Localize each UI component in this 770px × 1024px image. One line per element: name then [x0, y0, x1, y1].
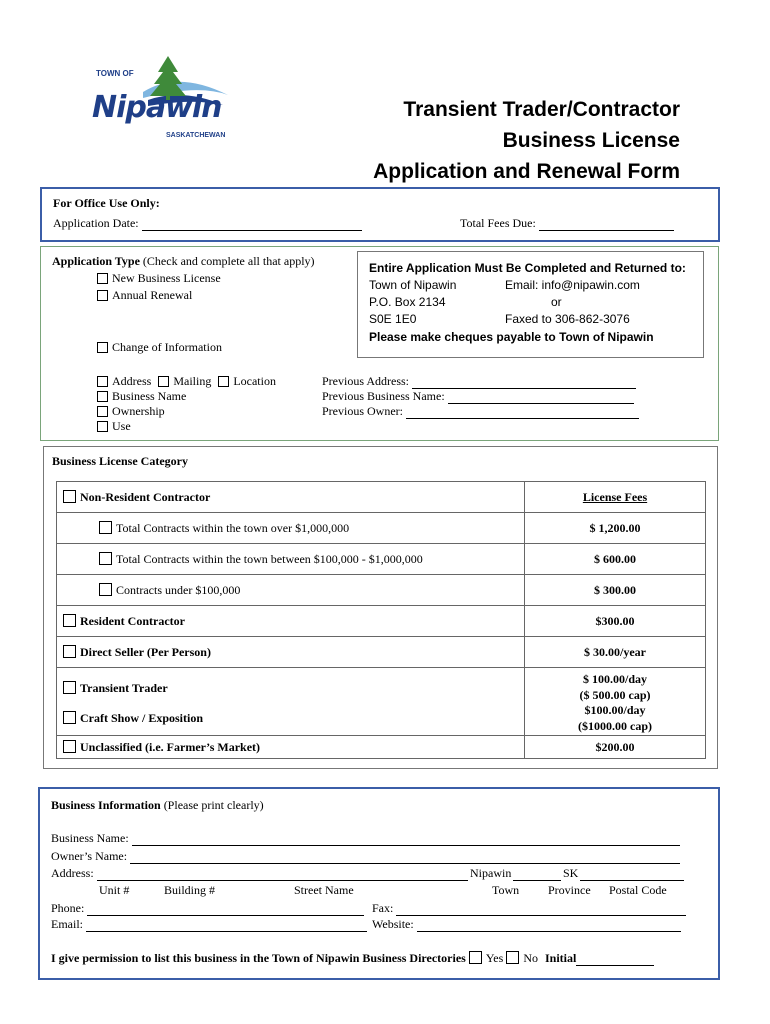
category-label: Total Contracts within the town over $1,000,000: [116, 520, 350, 535]
title-line-1: Transient Trader/Contractor: [403, 98, 680, 121]
street-caption: Street Name: [294, 883, 354, 897]
category-cell: [57, 544, 525, 575]
business-name-checkbox[interactable]: [97, 391, 108, 402]
return-postal: S0E 1E0: [369, 312, 417, 326]
business-info-heading: [51, 798, 264, 813]
application-date-label: Application Date:: [53, 216, 139, 230]
previous-address-label: Previous Address:: [322, 374, 409, 388]
town-logo: [88, 50, 238, 145]
category-cell: [57, 606, 525, 637]
fee-line: ($1000.00 cap): [578, 718, 652, 733]
return-heading: Entire Application Must Be Completed and Returned to:: [369, 261, 686, 275]
office-use-heading: For Office Use Only:: [53, 196, 160, 210]
email-field: [51, 917, 367, 932]
option-change-info[interactable]: [97, 340, 222, 355]
category-cell: [57, 482, 525, 513]
fee-cell: $ 1,200.00: [525, 513, 706, 544]
application-type-heading: [52, 254, 315, 269]
fees-header: License Fees: [582, 489, 648, 504]
use-label: Use: [112, 419, 131, 433]
owner-name-input[interactable]: [130, 851, 680, 864]
owner-name-field: [51, 849, 680, 864]
fee-cell: $200.00: [525, 736, 706, 759]
table-row: [57, 575, 706, 606]
category-label: Direct Seller (Per Person): [80, 644, 211, 659]
under-100k-checkbox[interactable]: [99, 583, 112, 596]
business-name-field: [51, 831, 680, 846]
previous-owner-label: Previous Owner:: [322, 404, 403, 418]
total-fees-input[interactable]: [539, 218, 674, 231]
return-email: Email: info@nipawin.com: [505, 278, 640, 292]
application-type-label: Application Type: [52, 254, 140, 268]
location-label: Location: [233, 374, 276, 388]
category-cell: [57, 575, 525, 606]
province-value: SK: [563, 866, 579, 880]
fee-cell: [525, 668, 706, 736]
option-new-license[interactable]: [97, 271, 221, 286]
category-cell: [57, 513, 525, 544]
email-input[interactable]: [86, 919, 367, 932]
fee-cell: $ 30.00/year: [525, 637, 706, 668]
business-name-field-label: Business Name:: [51, 831, 129, 845]
logo-province: SASKATCHEWAN: [166, 132, 226, 139]
form-title: [280, 94, 680, 187]
yes-checkbox[interactable]: [469, 951, 482, 964]
no-label: No: [523, 951, 538, 965]
business-info-note: (Please print clearly): [160, 798, 264, 812]
fax-field: [372, 901, 686, 916]
category-cell: [57, 736, 525, 759]
fee-cell: $ 600.00: [525, 544, 706, 575]
return-instructions-box: [357, 251, 704, 358]
craft-checkbox[interactable]: [63, 711, 76, 724]
category-label: Total Contracts within the town between $100,000 - $1,000,000: [116, 551, 423, 566]
location-checkbox[interactable]: [218, 376, 229, 387]
fee-cell: $300.00: [525, 606, 706, 637]
application-date-field: [53, 216, 362, 231]
fee-line: ($ 500.00 cap): [579, 687, 651, 702]
category-label: Resident Contractor: [80, 613, 185, 628]
previous-address-input[interactable]: [412, 376, 636, 389]
building-caption: Building #: [164, 883, 216, 897]
new-license-label: New Business License: [112, 271, 221, 285]
return-town: Town of Nipawin: [369, 278, 457, 292]
return-cheques: Please make cheques payable to Town of Nipawin: [369, 330, 654, 344]
direct-seller-checkbox[interactable]: [63, 645, 76, 658]
previous-business-field: [322, 389, 634, 404]
ownership-label: Ownership: [112, 404, 165, 418]
change-address-row: [97, 374, 276, 389]
mailing-label: Mailing: [173, 374, 212, 388]
business-name-input[interactable]: [132, 833, 680, 846]
title-line-3: Application and Renewal Form: [373, 160, 680, 183]
non-resident-checkbox[interactable]: [63, 490, 76, 503]
return-pobox: P.O. Box 2134: [369, 295, 446, 309]
fee-line: $ 100.00/day: [582, 672, 647, 686]
resident-checkbox[interactable]: [63, 614, 76, 627]
previous-business-input[interactable]: [448, 391, 634, 404]
table-row: [57, 637, 706, 668]
title-line-2: Business License: [502, 129, 680, 152]
option-annual-renewal[interactable]: [97, 288, 192, 303]
application-type-note: (Check and complete all that apply): [139, 254, 315, 268]
address-field-label: Address:: [51, 866, 94, 880]
category-label: Non-Resident Contractor: [80, 489, 211, 504]
transient-option: [63, 673, 518, 703]
address-label: Address: [112, 374, 152, 388]
previous-business-label: Previous Business Name:: [322, 389, 445, 403]
town-value: Nipawin: [470, 866, 512, 880]
category-cell: [57, 637, 525, 668]
transient-checkbox[interactable]: [63, 681, 76, 694]
option-use[interactable]: [97, 419, 131, 434]
change-info-checkbox[interactable]: [97, 342, 108, 353]
craft-option: [63, 703, 518, 733]
fax-input[interactable]: [396, 903, 686, 916]
business-name-label: Business Name: [112, 389, 187, 403]
table-row: [57, 668, 706, 736]
initial-label: Initial: [544, 951, 577, 965]
town-caption: Town: [492, 883, 520, 897]
owner-name-label: Owner’s Name:: [51, 849, 128, 863]
unit-caption: Unit #: [99, 883, 130, 897]
address-input[interactable]: [97, 868, 684, 881]
permission-text: I give permission to list this business in the Town of Nipawin Business Directories: [51, 951, 466, 965]
category-label: Unclassified (i.e. Farmer’s Market): [80, 739, 261, 754]
use-checkbox[interactable]: [97, 421, 108, 432]
table-row: [57, 736, 706, 759]
address-checkbox[interactable]: [97, 376, 108, 387]
website-input[interactable]: [417, 919, 681, 932]
table-row: [57, 606, 706, 637]
province-caption: Province: [548, 883, 591, 897]
fee-line: $100.00/day: [584, 703, 646, 717]
application-date-input[interactable]: [142, 218, 362, 231]
annual-renewal-checkbox[interactable]: [97, 290, 108, 301]
fees-header-cell: [525, 482, 706, 513]
ownership-checkbox[interactable]: [97, 406, 108, 417]
return-or: or: [551, 295, 562, 309]
table-row: [57, 544, 706, 575]
annual-renewal-label: Annual Renewal: [112, 288, 193, 302]
no-checkbox[interactable]: [506, 951, 519, 964]
option-business-name[interactable]: [97, 389, 186, 404]
phone-label: Phone:: [51, 901, 85, 915]
postal-caption: Postal Code: [609, 883, 667, 897]
license-category-heading: Business License Category: [52, 454, 188, 468]
option-ownership[interactable]: [97, 404, 165, 419]
office-use-box: [40, 187, 720, 242]
yes-label: Yes: [485, 951, 504, 965]
previous-address-field: [322, 374, 636, 389]
previous-owner-input[interactable]: [406, 406, 639, 419]
table-row: [57, 482, 706, 513]
website-field: [372, 917, 681, 932]
fee-cell: $ 300.00: [525, 575, 706, 606]
category-label: Craft Show / Exposition: [80, 711, 204, 725]
initial-input[interactable]: [576, 953, 654, 966]
email-label: Email:: [51, 917, 83, 931]
fax-label: Fax:: [372, 901, 394, 915]
address-field: [51, 866, 684, 881]
over-million-checkbox[interactable]: [99, 521, 112, 534]
mailing-checkbox[interactable]: [158, 376, 169, 387]
directory-permission: [51, 951, 654, 966]
total-fees-label: Total Fees Due:: [460, 216, 536, 230]
category-cell: [57, 668, 525, 736]
phone-field: [51, 901, 364, 916]
license-category-box: [43, 446, 718, 769]
category-label: Transient Trader: [80, 681, 168, 695]
phone-input[interactable]: [87, 903, 364, 916]
business-info-box: [38, 787, 720, 980]
return-fax: Faxed to 306-862-3076: [505, 312, 630, 326]
unclassified-checkbox[interactable]: [63, 740, 76, 753]
logo-town-of: TOWN OF: [96, 69, 134, 78]
new-license-checkbox[interactable]: [97, 273, 108, 284]
business-info-label: Business Information: [51, 798, 161, 812]
previous-owner-field: [322, 404, 639, 419]
category-label: Contracts under $100,000: [116, 582, 241, 597]
logo-name: Nipawin: [92, 90, 222, 125]
change-info-label: Change of Information: [112, 340, 222, 354]
between-checkbox[interactable]: [99, 552, 112, 565]
license-category-table: [56, 481, 706, 759]
table-row: [57, 513, 706, 544]
total-fees-field: [460, 216, 674, 231]
website-label: Website:: [372, 917, 414, 931]
